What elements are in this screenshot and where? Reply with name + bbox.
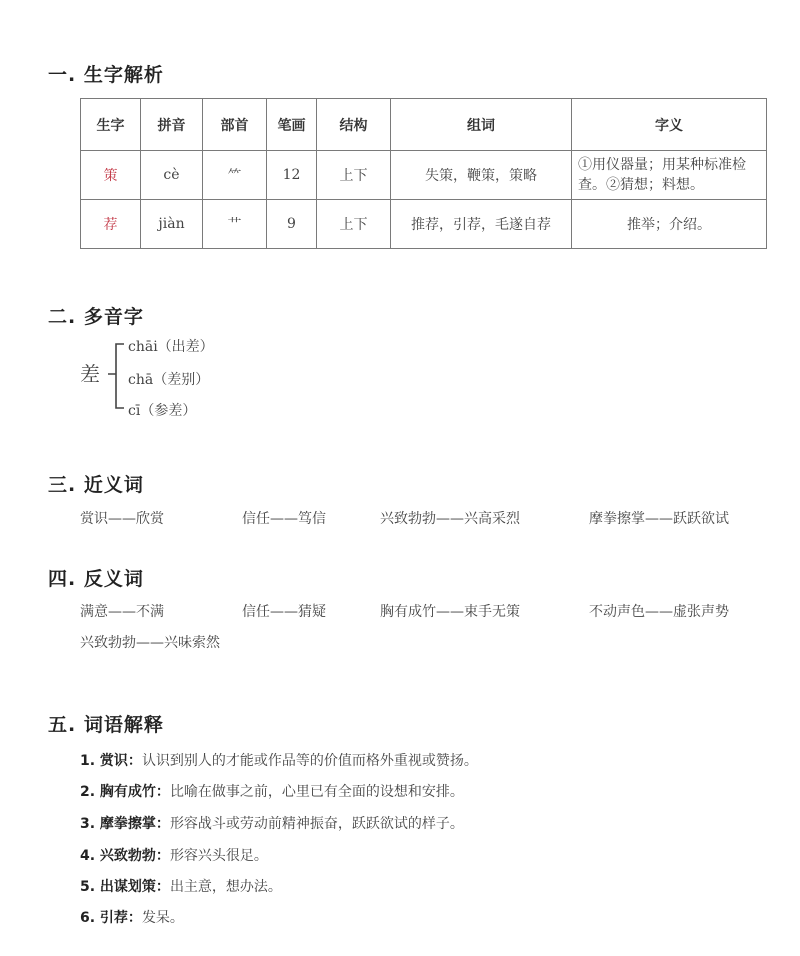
definition-text: 出主意，想办法。 bbox=[169, 879, 282, 895]
antonym-pair: 不动声色——虚张声势 bbox=[589, 604, 729, 620]
antonym-pair: 兴致勃勃——兴味索然 bbox=[80, 635, 220, 651]
cell-words: 推荐，引荐，毛遂自荐 bbox=[391, 200, 572, 249]
reading-item: chāi（出差） bbox=[128, 339, 214, 355]
cell-strokes: 9 bbox=[267, 200, 317, 249]
polyphone-group bbox=[80, 336, 280, 419]
definition-text: 比喻在做事之前，心里已有全面的设想和安排。 bbox=[169, 784, 464, 800]
header-structure: 结构 bbox=[317, 99, 391, 151]
section-title-polyphones: 二. 多音字 bbox=[48, 306, 144, 328]
synonym-pair: 摩拳擦掌——跃跃欲试 bbox=[589, 511, 729, 527]
cell-radical: 艹 bbox=[203, 200, 267, 249]
header-strokes: 笔画 bbox=[267, 99, 317, 151]
antonym-pair: 满意——不满 bbox=[80, 604, 164, 620]
cell-char: 荐 bbox=[81, 200, 141, 249]
header-radical: 部首 bbox=[203, 99, 267, 151]
cell-meaning: 推举；介绍。 bbox=[572, 200, 767, 249]
cell-radical: ⺮ bbox=[203, 151, 267, 200]
definition-term: 3. 摩拳擦掌： bbox=[80, 816, 170, 832]
cell-pinyin: jiàn bbox=[141, 200, 203, 249]
definition-text: 形容战斗或劳动前精神振奋，跃跃欲试的样子。 bbox=[169, 816, 464, 832]
section-title-antonyms: 四. 反义词 bbox=[48, 568, 144, 590]
definition-item bbox=[80, 813, 464, 833]
reading-item: chā（差别） bbox=[128, 372, 210, 388]
definition-term: 1. 赏识： bbox=[80, 753, 142, 769]
definition-item bbox=[80, 781, 464, 801]
polyphone-char: 差 bbox=[80, 362, 100, 386]
definition-term: 5. 出谋划策： bbox=[80, 879, 170, 895]
antonym-pair: 信任——猜疑 bbox=[242, 604, 326, 620]
antonym-pair: 胸有成竹——束手无策 bbox=[380, 604, 520, 620]
synonym-pair: 赏识——欣赏 bbox=[80, 511, 164, 527]
synonym-pair: 兴致勃勃——兴高采烈 bbox=[380, 511, 520, 527]
definition-text: 发呆。 bbox=[141, 910, 184, 926]
brace-icon bbox=[104, 340, 126, 412]
cell-structure: 上下 bbox=[317, 151, 391, 200]
cell-char: 策 bbox=[81, 151, 141, 200]
section-title-definitions: 五. 词语解释 bbox=[48, 714, 164, 736]
cell-structure: 上下 bbox=[317, 200, 391, 249]
definition-item bbox=[80, 750, 478, 770]
definition-item bbox=[80, 907, 184, 927]
character-analysis-table bbox=[80, 98, 767, 249]
table-row bbox=[81, 200, 767, 249]
cell-strokes: 12 bbox=[267, 151, 317, 200]
definition-text: 形容兴头很足。 bbox=[169, 848, 268, 864]
cell-meaning: ①用仪器量；用某种标准检查。②猜想；料想。 bbox=[572, 151, 767, 200]
header-words: 组词 bbox=[391, 99, 572, 151]
synonym-pair: 信任——笃信 bbox=[242, 511, 326, 527]
section-title-new-characters: 一. 生字解析 bbox=[48, 64, 164, 86]
cell-words: 失策，鞭策，策略 bbox=[391, 151, 572, 200]
definition-text: 认识到别人的才能或作品等的价值而格外重视或赞扬。 bbox=[141, 753, 478, 769]
header-meaning: 字义 bbox=[572, 99, 767, 151]
definition-term: 2. 胸有成竹： bbox=[80, 784, 170, 800]
header-pinyin: 拼音 bbox=[141, 99, 203, 151]
table-row bbox=[81, 151, 767, 200]
table-header-row bbox=[81, 99, 767, 151]
header-char: 生字 bbox=[81, 99, 141, 151]
definition-term: 4. 兴致勃勃： bbox=[80, 848, 170, 864]
section-title-synonyms: 三. 近义词 bbox=[48, 474, 144, 496]
reading-item: cī（参差） bbox=[128, 403, 197, 419]
definition-term: 6. 引荐： bbox=[80, 910, 142, 926]
definition-item bbox=[80, 845, 268, 865]
definition-item bbox=[80, 876, 282, 896]
cell-pinyin: cè bbox=[141, 151, 203, 200]
